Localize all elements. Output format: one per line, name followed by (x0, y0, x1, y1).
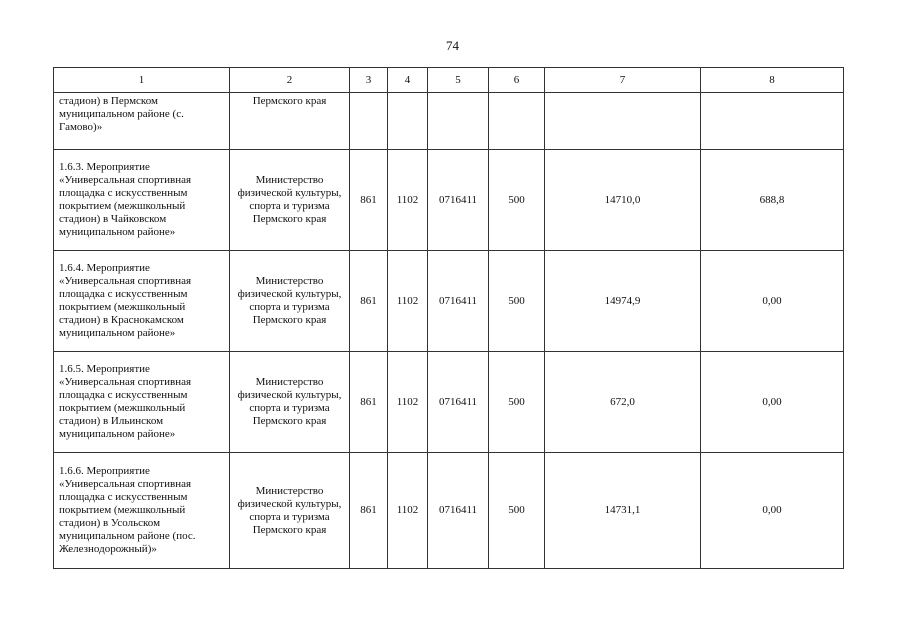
row-col5: 0716411 (428, 150, 489, 251)
row-col3: 861 (350, 352, 388, 453)
empty-cell (428, 93, 489, 150)
empty-cell (545, 93, 701, 150)
empty-cell (701, 93, 844, 150)
row-agency: Министерство физической культуры, спорта и туризма Пермского края (230, 251, 350, 352)
row-col4: 1102 (388, 453, 428, 569)
row-description: стадион) в Пермском муниципальном районе (с. Гамово)» (54, 93, 230, 150)
row-col4: 1102 (388, 150, 428, 251)
row-col6: 500 (489, 352, 545, 453)
table-row-continuation (54, 93, 844, 150)
row-col5: 0716411 (428, 352, 489, 453)
row-description: 1.6.6. Мероприятие «Универсальная спортивная площадка с искусственным покрытием (межшкольный стадион) в Усольском муниципальном районе (пос. Железнодорожный)» (54, 453, 230, 569)
row-col7: 672,0 (545, 352, 701, 453)
empty-cell (350, 93, 388, 150)
column-header-3: 3 (350, 68, 388, 93)
row-col5: 0716411 (428, 251, 489, 352)
row-col3: 861 (350, 251, 388, 352)
row-col5: 0716411 (428, 453, 489, 569)
row-col8: 0,00 (701, 251, 844, 352)
row-agency: Министерство физической культуры, спорта и туризма Пермского края (230, 453, 350, 569)
row-col7: 14710,0 (545, 150, 701, 251)
row-col4: 1102 (388, 352, 428, 453)
row-col8: 0,00 (701, 352, 844, 453)
row-col7: 14974,9 (545, 251, 701, 352)
row-col7: 14731,1 (545, 453, 701, 569)
row-col6: 500 (489, 150, 545, 251)
row-col6: 500 (489, 251, 545, 352)
row-description: 1.6.3. Мероприятие «Универсальная спортивная площадка с искусственным покрытием (межшкольный стадион) в Чайковском муниципальном районе» (54, 150, 230, 251)
row-description: 1.6.4. Мероприятие «Универсальная спортивная площадка с искусственным покрытием (межшкольный стадион) в Краснокамском муниципальном районе» (54, 251, 230, 352)
row-col6: 500 (489, 453, 545, 569)
empty-cell (388, 93, 428, 150)
page-number: 74 (446, 38, 459, 53)
budget-table (53, 67, 844, 569)
row-col3: 861 (350, 150, 388, 251)
row-description: 1.6.5. Мероприятие «Универсальная спортивная площадка с искусственным покрытием (межшкольный стадион) в Ильинском муниципальном районе» (54, 352, 230, 453)
column-header-8: 8 (701, 68, 844, 93)
column-header-7: 7 (545, 68, 701, 93)
table-row (54, 251, 844, 352)
table-row (54, 453, 844, 569)
header-row (54, 68, 844, 93)
column-header-1: 1 (54, 68, 230, 93)
row-agency: Пермского края (230, 93, 350, 150)
column-header-4: 4 (388, 68, 428, 93)
empty-cell (489, 93, 545, 150)
row-agency: Министерство физической культуры, спорта и туризма Пермского края (230, 150, 350, 251)
table-row (54, 150, 844, 251)
column-header-2: 2 (230, 68, 350, 93)
row-col8: 688,8 (701, 150, 844, 251)
column-header-6: 6 (489, 68, 545, 93)
row-agency: Министерство физической культуры, спорта и туризма Пермского края (230, 352, 350, 453)
table-row (54, 352, 844, 453)
row-col4: 1102 (388, 251, 428, 352)
column-header-5: 5 (428, 68, 489, 93)
row-col8: 0,00 (701, 453, 844, 569)
row-col3: 861 (350, 453, 388, 569)
